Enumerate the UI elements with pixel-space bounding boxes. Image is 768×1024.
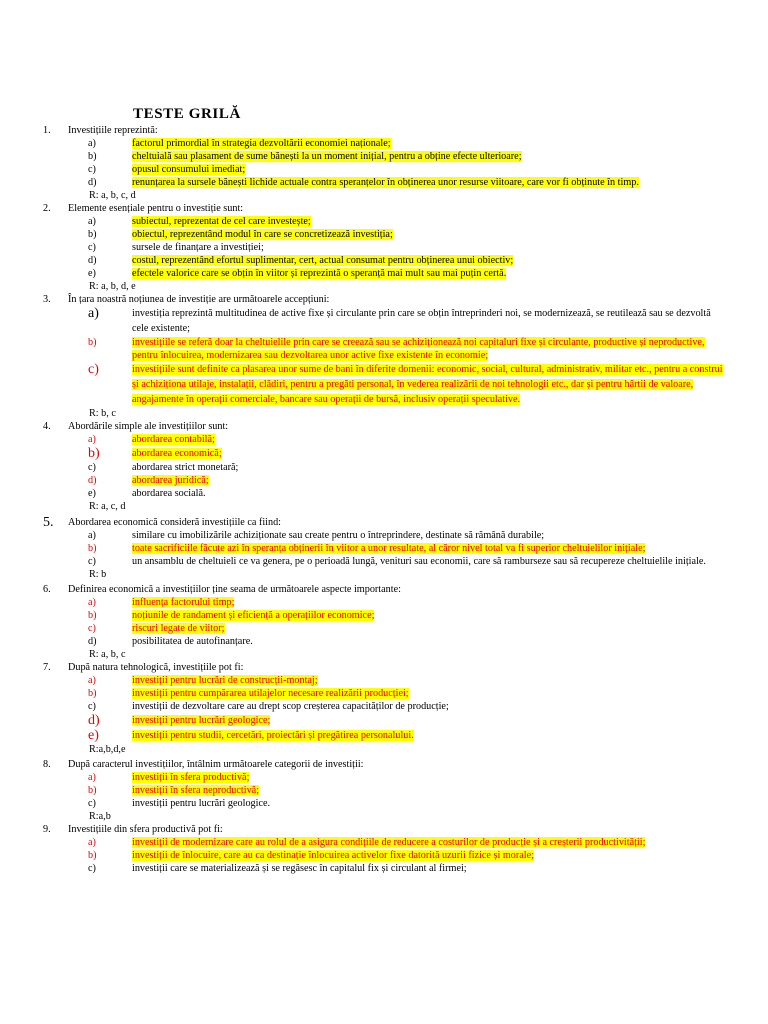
question-number: 3. [43,294,51,305]
option-d: d) renunțarea la sursele bănești lichide actuale contra speranțelor în obținerea unor resurse viitoare, care vor fi obținute în timp. [88,177,639,188]
option-e: e) investiții pentru studii, cercetări, proiectări și pregătirea personalului. [88,728,414,743]
answer-key: R: a, b, c, d [89,190,136,201]
option-c: c) investiții care se materializează și se regăsesc în capitalul fix și circulant al firmei; [88,863,467,874]
question-6 [0,583,768,661]
option-b: b) obiectul, reprezentând modul în care se concretizează investiția; [88,229,393,240]
option-a: a) investiții în sfera productivă; [88,772,250,783]
option-list [68,596,728,648]
option-b: b) investiții de înlocuire, care au ca destinație înlocuirea activelor fixe datorită uzurii fizice și morale; [88,850,534,861]
option-a: a) investiția reprezintă multitudinea de active fixe și circulante prin care se obțin întreprinderi noi, se modernizează, se reutilează sau se dezvoltă cele existente; [88,306,711,334]
option-a: a) abordarea contabilă; [88,434,215,445]
answer-key: R: a, b, c [89,649,126,660]
option-b: b) cheltuială sau plasament de sume bănești la un moment inițial, pentru a obține efecte ulterioare; [88,151,522,162]
question-8 [0,758,768,823]
option-b: b) investițiile se referă doar la cheltuielile prin care se creează sau se achiziționează noi capitaluri fixe și circulante, productive și neproductive, pentru înlocuirea, modernizarea sau dezvoltarea unor active fixe existente în economie; [88,337,705,361]
option-c: c) riscuri legate de viitor; [88,623,225,634]
option-b: b) abordarea economică; [88,446,222,461]
question-number: 6. [43,584,51,595]
option-e: e) abordarea socială. [88,488,206,499]
question-7 [0,661,768,756]
question-text: După natura tehnologică, investițiile pot fi: [68,662,244,673]
question-text: Abordările simple ale investițiilor sunt: [68,421,229,432]
question-4 [0,420,768,513]
option-c: c) abordarea strict monetară; [88,462,239,473]
option-c: c) investiții pentru lucrări geologice. [88,798,271,809]
option-d: d) investiții pentru lucrări geologice; [88,713,271,728]
option-e: e) efectele valorice care se obțin în viitor și reprezintă o speranță mai mult sau mai puțin certă. [88,268,507,279]
question-list [0,124,768,875]
option-a: a) influența factorului timp; [88,597,235,608]
option-c: c) un ansamblu de cheltuieli ce va genera, pe o perioadă lungă, venituri sau economii, care să ramburseze sau să recupereze cheltuielile inițiale. [88,556,706,567]
answer-key: R: b, c [89,408,116,419]
question-text: După caracterul investițiilor, întâlnim următoarele categorii de investiții: [68,759,364,770]
question-text: În țara noastră noțiunea de investiție are următoarele accepțiuni: [68,294,330,305]
option-a: a) similare cu imobilizările achiziționate sau create pentru o întreprindere, destinate să rămână durabile; [88,530,545,541]
question-5 [0,516,768,581]
question-number: 8. [43,759,51,770]
option-b: b) investiții în sfera neproductivă; [88,785,260,796]
option-c: c) investițiile sunt definite ca plasarea unor sume de bani în diferite domenii: economic, social, cultural, administrativ, militar etc., pentru a construi și achiziționa utilaje, instalații, clădiri, pentru a pregăti personal, în vederea realizării de noi tehnologii etc., dar și pentru hârtii de valoare, angajamente în operații comerciale, bancare sau operații de bursă, inclusiv operații speculative. [88,362,723,405]
option-b: b) investiții pentru cumpărarea utilajelor necesare realizării producției; [88,688,409,699]
answer-key: R: a, b, d, e [89,281,136,292]
option-b: b) noțiunile de randament și eficiență a operațiilor economice; [88,610,375,621]
option-list [68,306,728,407]
option-d: d) posibilitatea de autofinanțare. [88,636,253,647]
question-text: Abordarea economică consideră investițiile ca fiind: [68,517,282,528]
option-a: a) subiectul, reprezentat de cel care investește; [88,216,311,227]
option-list [68,433,728,500]
question-text: Elemente esențiale pentru o investiție sunt: [68,203,244,214]
question-2 [0,202,768,293]
option-list [68,137,728,189]
option-list [68,674,728,743]
question-3 [0,293,768,420]
option-list [68,529,728,568]
option-a: a) investiții pentru lucrări de construcții-montaj; [88,675,318,686]
answer-key: R: b [89,569,107,580]
question-1 [0,124,768,202]
question-number: 1. [43,125,51,136]
answer-key: R:a,b,d,e [89,744,126,755]
question-number: 5. [43,515,54,530]
option-list [68,836,728,875]
option-c: c) opusul consumului imediat; [88,164,246,175]
option-list [68,771,728,810]
question-9 [0,823,768,875]
question-number: 2. [43,203,51,214]
page-title: TESTE GRILĂ [133,106,241,122]
answer-key: R:a,b [89,811,111,822]
question-number: 4. [43,421,51,432]
option-a: a) investiții de modernizare care au rolul de a asigura condițiile de reducere a costurilor de producție și a creșterii productivității; [88,837,646,848]
question-text: Definirea economică a investițiilor ține seama de următoarele aspecte importante: [68,584,401,595]
question-number: 7. [43,662,51,673]
question-text: Investițiile reprezintă: [68,125,158,136]
option-c: c) investiții de dezvoltare care au drept scop creșterea capacităților de producție; [88,701,449,712]
question-text: Investițiile din sfera productivă pot fi: [68,824,223,835]
option-c: c) sursele de finanțare a investiției; [88,242,264,253]
answer-key: R: a, c, d [89,501,126,512]
option-d: d) costul, reprezentând efortul suplimentar, cert, actual consumat pentru obținerea unui obiectiv; [88,255,514,266]
option-list [68,215,728,280]
option-a: a) factorul primordial în strategia dezvoltării economiei naționale; [88,138,391,149]
option-d: d) abordarea juridică; [88,475,209,486]
option-b: b) toate sacrificiile făcute azi în speranța obținerii în viitor a unor resultate, al căror nivel total va fi superior cheltuielilor inițiale; [88,543,646,554]
question-number: 9. [43,824,51,835]
